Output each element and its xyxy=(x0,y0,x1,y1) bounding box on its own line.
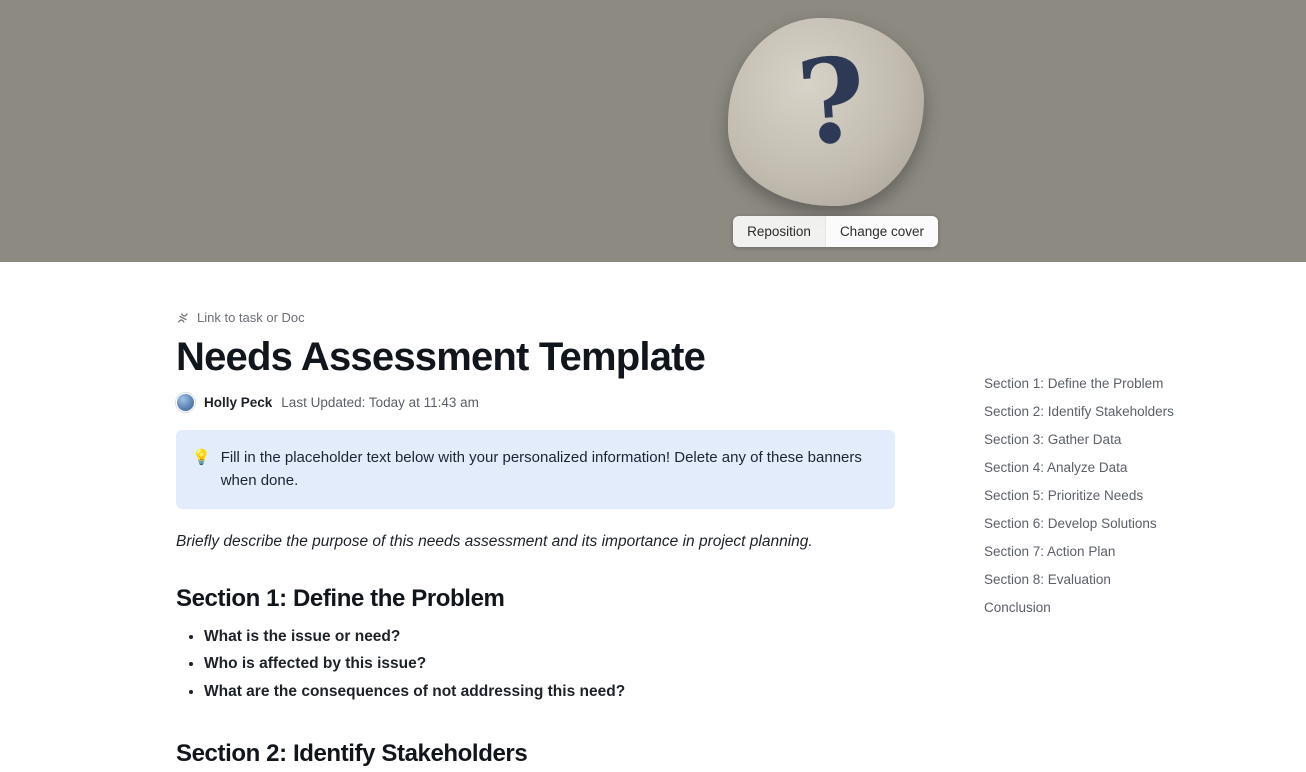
avatar[interactable] xyxy=(176,393,195,412)
change-cover-button[interactable]: Change cover xyxy=(825,216,938,247)
last-updated: Last Updated: Today at 11:43 am xyxy=(281,395,479,410)
section-heading-1[interactable]: Section 1: Define the Problem xyxy=(176,584,505,612)
doc-body xyxy=(0,262,1306,772)
cover-photo xyxy=(0,0,1306,262)
doc-cover-image[interactable] xyxy=(0,0,1306,262)
section-1-bullets xyxy=(176,623,896,707)
outline-item-section-6[interactable]: Section 6: Develop Solutions xyxy=(984,516,1157,531)
outline-item-section-5[interactable]: Section 5: Prioritize Needs xyxy=(984,488,1144,503)
outline-item-section-7[interactable]: Section 7: Action Plan xyxy=(984,544,1116,559)
cover-actions xyxy=(733,216,938,247)
section-heading-2[interactable]: Section 2: Identify Stakeholders xyxy=(176,740,528,768)
doc-main-column xyxy=(176,310,896,772)
callout-text: Fill in the placeholder text below with your personalized information! Delete any of these banners when done. xyxy=(220,449,862,490)
outline-item-section-3[interactable]: Section 3: Gather Data xyxy=(984,432,1122,447)
callout-banner[interactable] xyxy=(176,430,895,509)
link-to-task-row[interactable] xyxy=(176,310,896,325)
page-title: Needs Assessment Template xyxy=(176,335,706,379)
link-to-task-label: Link to task or Doc xyxy=(197,310,305,325)
list-item[interactable]: • What are the consequences of not addressing this need? xyxy=(204,678,896,706)
author-name[interactable]: Holly Peck xyxy=(204,395,273,410)
outline-item-section-4[interactable]: Section 4: Analyze Data xyxy=(984,460,1128,475)
link-task-icon xyxy=(176,311,190,325)
outline-item-section-2[interactable]: Section 2: Identify Stakeholders xyxy=(984,404,1174,419)
document-outline xyxy=(984,370,1264,622)
outline-item-conclusion[interactable]: Conclusion xyxy=(984,600,1051,615)
question-mark-icon: ? xyxy=(793,31,871,173)
intro-paragraph[interactable]: Briefly describe the purpose of this needs assessment and its importance in project planning. xyxy=(176,532,813,550)
doc-meta xyxy=(176,393,896,412)
reposition-button[interactable]: Reposition xyxy=(733,216,825,247)
list-item[interactable]: • What is the issue or need? xyxy=(204,623,896,651)
outline-item-section-8[interactable]: Section 8: Evaluation xyxy=(984,572,1111,587)
outline-item-section-1[interactable]: Section 1: Define the Problem xyxy=(984,376,1164,391)
lightbulb-icon: 💡 xyxy=(192,449,211,466)
list-item[interactable]: • Who is affected by this issue? xyxy=(204,650,896,678)
